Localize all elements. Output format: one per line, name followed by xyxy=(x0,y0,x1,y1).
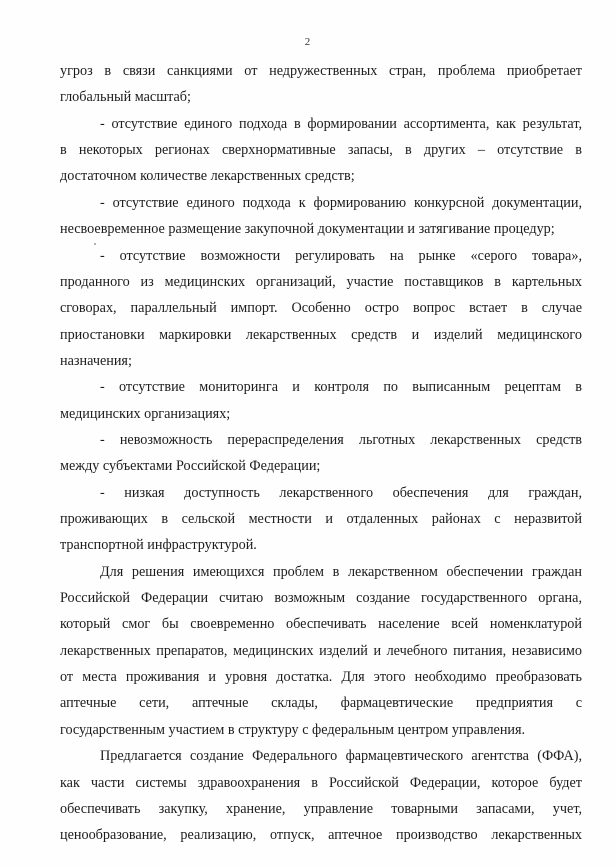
text-line: медицинских организациях; xyxy=(60,405,231,422)
text-line: в некоторых регионах сверхнормативные запасы, в других – отсутствие в xyxy=(60,142,582,159)
text-line: от места проживания и уровня достатка. Для этого необходимо преобразовать xyxy=(60,669,582,686)
text-line: проданного из медицинских организаций, участие поставщиков в картельных xyxy=(60,273,582,290)
text-line: несвоевременное размещение закупочной документации и затягивание процедур; xyxy=(60,221,555,238)
text-line: государственным участием в структуру с федеральным центром управления. xyxy=(60,721,526,738)
text-line: - отсутствие единого подхода к формированию конкурсной документации, xyxy=(100,194,582,211)
text-line: - отсутствие мониторинга и контроля по выписанным рецептам в xyxy=(100,379,582,396)
text-line: назначения; xyxy=(60,352,132,369)
text-line: - невозможность перераспределения льготных лекарственных средств xyxy=(100,431,582,448)
text-line: ценообразование, реализацию, отпуск, аптечное производство лекарственных xyxy=(60,827,582,844)
text-line: Предлагается создание Федерального фармацевтического агентства (ФФА), xyxy=(100,748,582,765)
text-line: угроз в связи санкциями от недружественных стран, проблема приобретает xyxy=(60,63,582,79)
text-line: обеспечивать закупку, хранение, управление товарными запасами, учет, xyxy=(60,800,582,817)
text-line: Для решения имеющихся проблем в лекарственном обеспечении граждан xyxy=(100,563,582,580)
text-line: проживающих в сельской местности и отдаленных районах с неразвитой xyxy=(60,511,582,527)
text-line: - отсутствие единого подхода в формировании ассортимента, как результат, xyxy=(100,115,582,132)
text-line: лекарственных препаратов, медицинских изделий и лечебного питания, независимо xyxy=(60,642,582,659)
text-line: сговорах, параллельный импорт. Особенно остро вопрос встает в случае xyxy=(60,300,582,317)
text-line: достаточном количестве лекарственных средств; xyxy=(60,168,355,185)
text-line: между субъектами Российской Федерации; xyxy=(60,458,321,475)
text-line: как части системы здравоохранения в Российской Федерации, которое будет xyxy=(60,774,582,791)
text-line: транспортной инфраструктурой. xyxy=(60,537,257,554)
text-line: аптечные сети, аптечные склады, фармацевтические предприятия с xyxy=(60,695,582,712)
text-line: глобальный масштаб; xyxy=(60,89,191,106)
page-number: 2 xyxy=(304,36,311,48)
text-line: Российской Федерации считаю возможным создание государственного органа, xyxy=(60,590,582,606)
text-line: приостановки маркировки лекарственных средств и изделий медицинского xyxy=(60,326,582,343)
text-line: который смог бы своевременно обеспечивать население всей номенклатурой xyxy=(60,616,582,633)
text-line: - низкая доступность лекарственного обеспечения для граждан, xyxy=(100,484,582,501)
scan-speck xyxy=(94,243,96,245)
text-line: - отсутствие возможности регулировать на рынке «серого товара», xyxy=(100,247,582,264)
